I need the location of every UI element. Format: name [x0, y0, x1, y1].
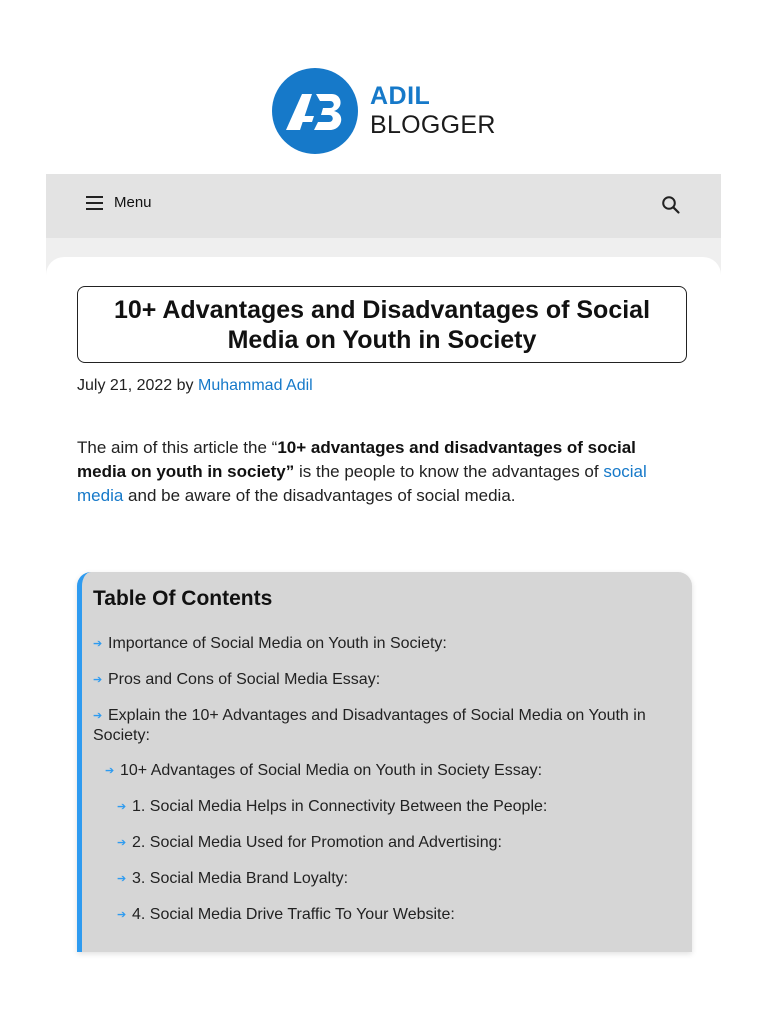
intro-paragraph — [77, 436, 677, 508]
toc-item-label: 10+ Advantages of Social Media on Youth in Society Essay: — [120, 762, 543, 779]
toc-item[interactable] — [93, 833, 678, 853]
toc-item[interactable] — [93, 797, 678, 817]
arrow-right-icon: ➔ — [105, 765, 115, 777]
intro-text-2: is the people to know the advantages of — [294, 462, 604, 481]
arrow-right-icon: ➔ — [117, 909, 127, 921]
site-logo[interactable] — [272, 68, 496, 154]
arrow-right-icon: ➔ — [117, 837, 127, 849]
article-title-box — [77, 286, 687, 363]
toc-item-label: 1. Social Media Helps in Connectivity Between the People: — [132, 798, 548, 815]
toc-item-label: Importance of Social Media on Youth in Society: — [108, 635, 447, 652]
intro-text-3: and be aware of the disadvantages of social media. — [123, 486, 516, 505]
search-icon — [661, 195, 681, 215]
article-content — [46, 257, 721, 934]
logo-mark-icon — [272, 68, 358, 154]
author-link[interactable]: Muhammad Adil — [198, 377, 313, 394]
arrow-right-icon: ➔ — [93, 638, 103, 650]
intro-text-1: The aim of this article the “ — [77, 438, 278, 457]
post-meta — [77, 377, 313, 395]
logo-text-blogger: BLOGGER — [370, 111, 496, 139]
site-header — [46, 0, 721, 174]
post-date: July 21, 2022 — [77, 377, 173, 394]
main-navigation — [46, 174, 721, 238]
menu-label: Menu — [114, 194, 152, 211]
toc-list — [93, 634, 678, 941]
search-button[interactable] — [661, 195, 683, 217]
arrow-right-icon: ➔ — [93, 674, 103, 686]
intro-bold-text: 10+ advantages and disadvantages of social media on youth in society” — [77, 438, 636, 481]
arrow-right-icon: ➔ — [93, 710, 103, 722]
post-by: by — [176, 377, 194, 394]
toc-item[interactable] — [93, 706, 678, 745]
toc-item-label: 3. Social Media Brand Loyalty: — [132, 870, 349, 887]
toc-item[interactable] — [93, 869, 678, 889]
table-of-contents — [77, 572, 692, 952]
toc-item[interactable] — [93, 761, 678, 781]
toc-item-label: Explain the 10+ Advantages and Disadvantages of Social Media on Youth in Society: — [93, 707, 646, 744]
toc-item-label: Pros and Cons of Social Media Essay: — [108, 671, 381, 688]
social-media-link[interactable]: social media — [77, 462, 647, 505]
toc-item-label: 4. Social Media Drive Traffic To Your Website: — [132, 906, 455, 923]
toc-item[interactable] — [93, 634, 678, 654]
toc-title: Table Of Contents — [93, 587, 273, 610]
toc-item-label: 2. Social Media Used for Promotion and Advertising: — [132, 834, 502, 851]
arrow-right-icon: ➔ — [117, 801, 127, 813]
logo-text-adil: ADIL — [370, 82, 431, 110]
article-title: 10+ Advantages and Disadvantages of Social Media on Youth in Society — [113, 295, 651, 354]
arrow-right-icon: ➔ — [117, 873, 127, 885]
toc-item[interactable] — [93, 905, 678, 925]
toc-item[interactable] — [93, 670, 678, 690]
menu-toggle-button[interactable] — [86, 194, 152, 211]
hamburger-icon — [86, 196, 104, 210]
